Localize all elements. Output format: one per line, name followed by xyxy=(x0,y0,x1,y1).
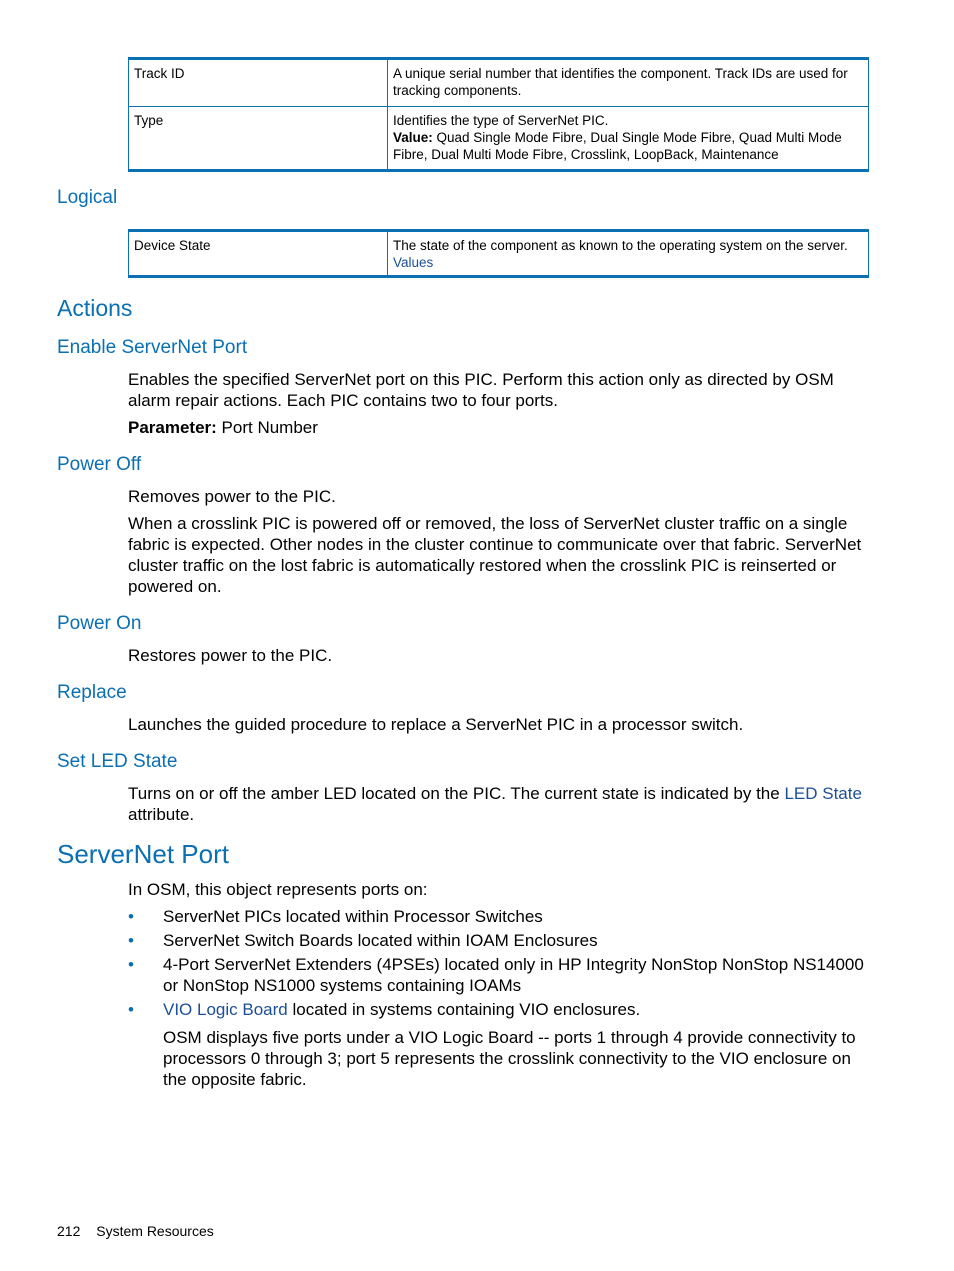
page-footer xyxy=(57,1223,214,1239)
led-state-link[interactable]: LED State xyxy=(784,784,862,803)
set-led-text-after: attribute. xyxy=(128,805,195,824)
list-item xyxy=(128,906,873,927)
attribute-description: A unique serial number that identifies the component. Track IDs are used for tracking components. xyxy=(388,59,869,107)
set-led-text xyxy=(128,783,873,825)
replace-text: Launches the guided procedure to replace a ServerNet PIC in a processor switch. xyxy=(128,715,744,734)
description-text: The state of the component as known to the operating system on the server. xyxy=(393,238,848,253)
table-row xyxy=(129,59,869,107)
logical-table xyxy=(128,229,869,278)
list-item-text: located in systems containing VIO enclosures. xyxy=(287,1000,641,1019)
list-item-text: 4-Port ServerNet Extenders (4PSEs) located only in HP Integrity NonStop NonStop NS14000 or NonStop NS1000 systems containing IOAMs xyxy=(163,955,864,995)
footer-section: System Resources xyxy=(96,1223,214,1239)
vio-note: OSM displays five ports under a VIO Logic Board -- ports 1 through 4 provide connectivity to processors 0 through 3; port 5 represents the crosslink connectivity to the VIO enclosure on the opposite fabric. xyxy=(163,1028,856,1089)
bullet-icon: • xyxy=(128,931,134,950)
set-led-text-before: Turns on or off the amber LED located on the PIC. The current state is indicated by the xyxy=(128,784,785,803)
power-on-heading: Power On xyxy=(57,613,142,634)
enable-description: Enables the specified ServerNet port on this PIC. Perform this action only as directed by OSM alarm repair actions. Each PIC contains two to four ports. xyxy=(128,370,834,410)
servernet-port-intro: In OSM, this object represents ports on: xyxy=(128,880,428,899)
list-item xyxy=(128,999,873,1090)
replace-heading: Replace xyxy=(57,682,127,703)
power-off-text-2: When a crosslink PIC is powered off or removed, the loss of ServerNet cluster traffic on a single fabric is expected. Other nodes in the cluster continue to communicate over that fabric. ServerNet cluster traffic on the lost fabric is automatically restored when the crosslink PIC is reinserted or powered on. xyxy=(128,514,862,596)
parameter-value: Port Number xyxy=(216,418,318,437)
servernet-port-list xyxy=(128,906,873,1090)
bullet-icon: • xyxy=(128,907,134,926)
value-label: Value: xyxy=(393,130,433,145)
attribute-description xyxy=(388,107,869,171)
list-item xyxy=(128,954,873,996)
power-on-text: Restores power to the PIC. xyxy=(128,646,333,665)
list-item-text: ServerNet PICs located within Processor Switches xyxy=(163,907,543,926)
attribute-description xyxy=(388,231,869,277)
description-text: Identifies the type of ServerNet PIC. xyxy=(393,113,609,128)
values-link[interactable]: Values xyxy=(393,255,434,270)
set-led-state-heading: Set LED State xyxy=(57,751,178,772)
page-number: 212 xyxy=(57,1223,81,1239)
servernet-port-heading: ServerNet Port xyxy=(57,839,229,869)
table-row xyxy=(129,231,869,277)
value-text: Quad Single Mode Fibre, Dual Single Mode Fibre, Quad Multi Mode Fibre, Dual Multi Mode Fibre, Crosslink, LoopBack, Maintenance xyxy=(393,130,842,162)
logical-heading: Logical xyxy=(57,187,118,208)
parameter-label: Parameter: xyxy=(128,418,217,437)
attribute-table xyxy=(128,57,869,172)
list-item-text: ServerNet Switch Boards located within IOAM Enclosures xyxy=(163,931,598,950)
attribute-name: Track ID xyxy=(129,59,388,107)
bullet-icon: • xyxy=(128,1000,134,1019)
attribute-name: Device State xyxy=(129,231,388,277)
table-row xyxy=(129,107,869,171)
enable-servernet-port-heading: Enable ServerNet Port xyxy=(57,337,248,358)
power-off-heading: Power Off xyxy=(57,454,142,475)
attribute-name: Type xyxy=(129,107,388,171)
power-off-text-1: Removes power to the PIC. xyxy=(128,487,336,506)
vio-logic-board-link[interactable]: VIO Logic Board xyxy=(163,1000,288,1019)
actions-heading: Actions xyxy=(57,295,133,321)
parameter-line xyxy=(128,417,318,438)
bullet-icon: • xyxy=(128,955,134,974)
list-item xyxy=(128,930,873,951)
